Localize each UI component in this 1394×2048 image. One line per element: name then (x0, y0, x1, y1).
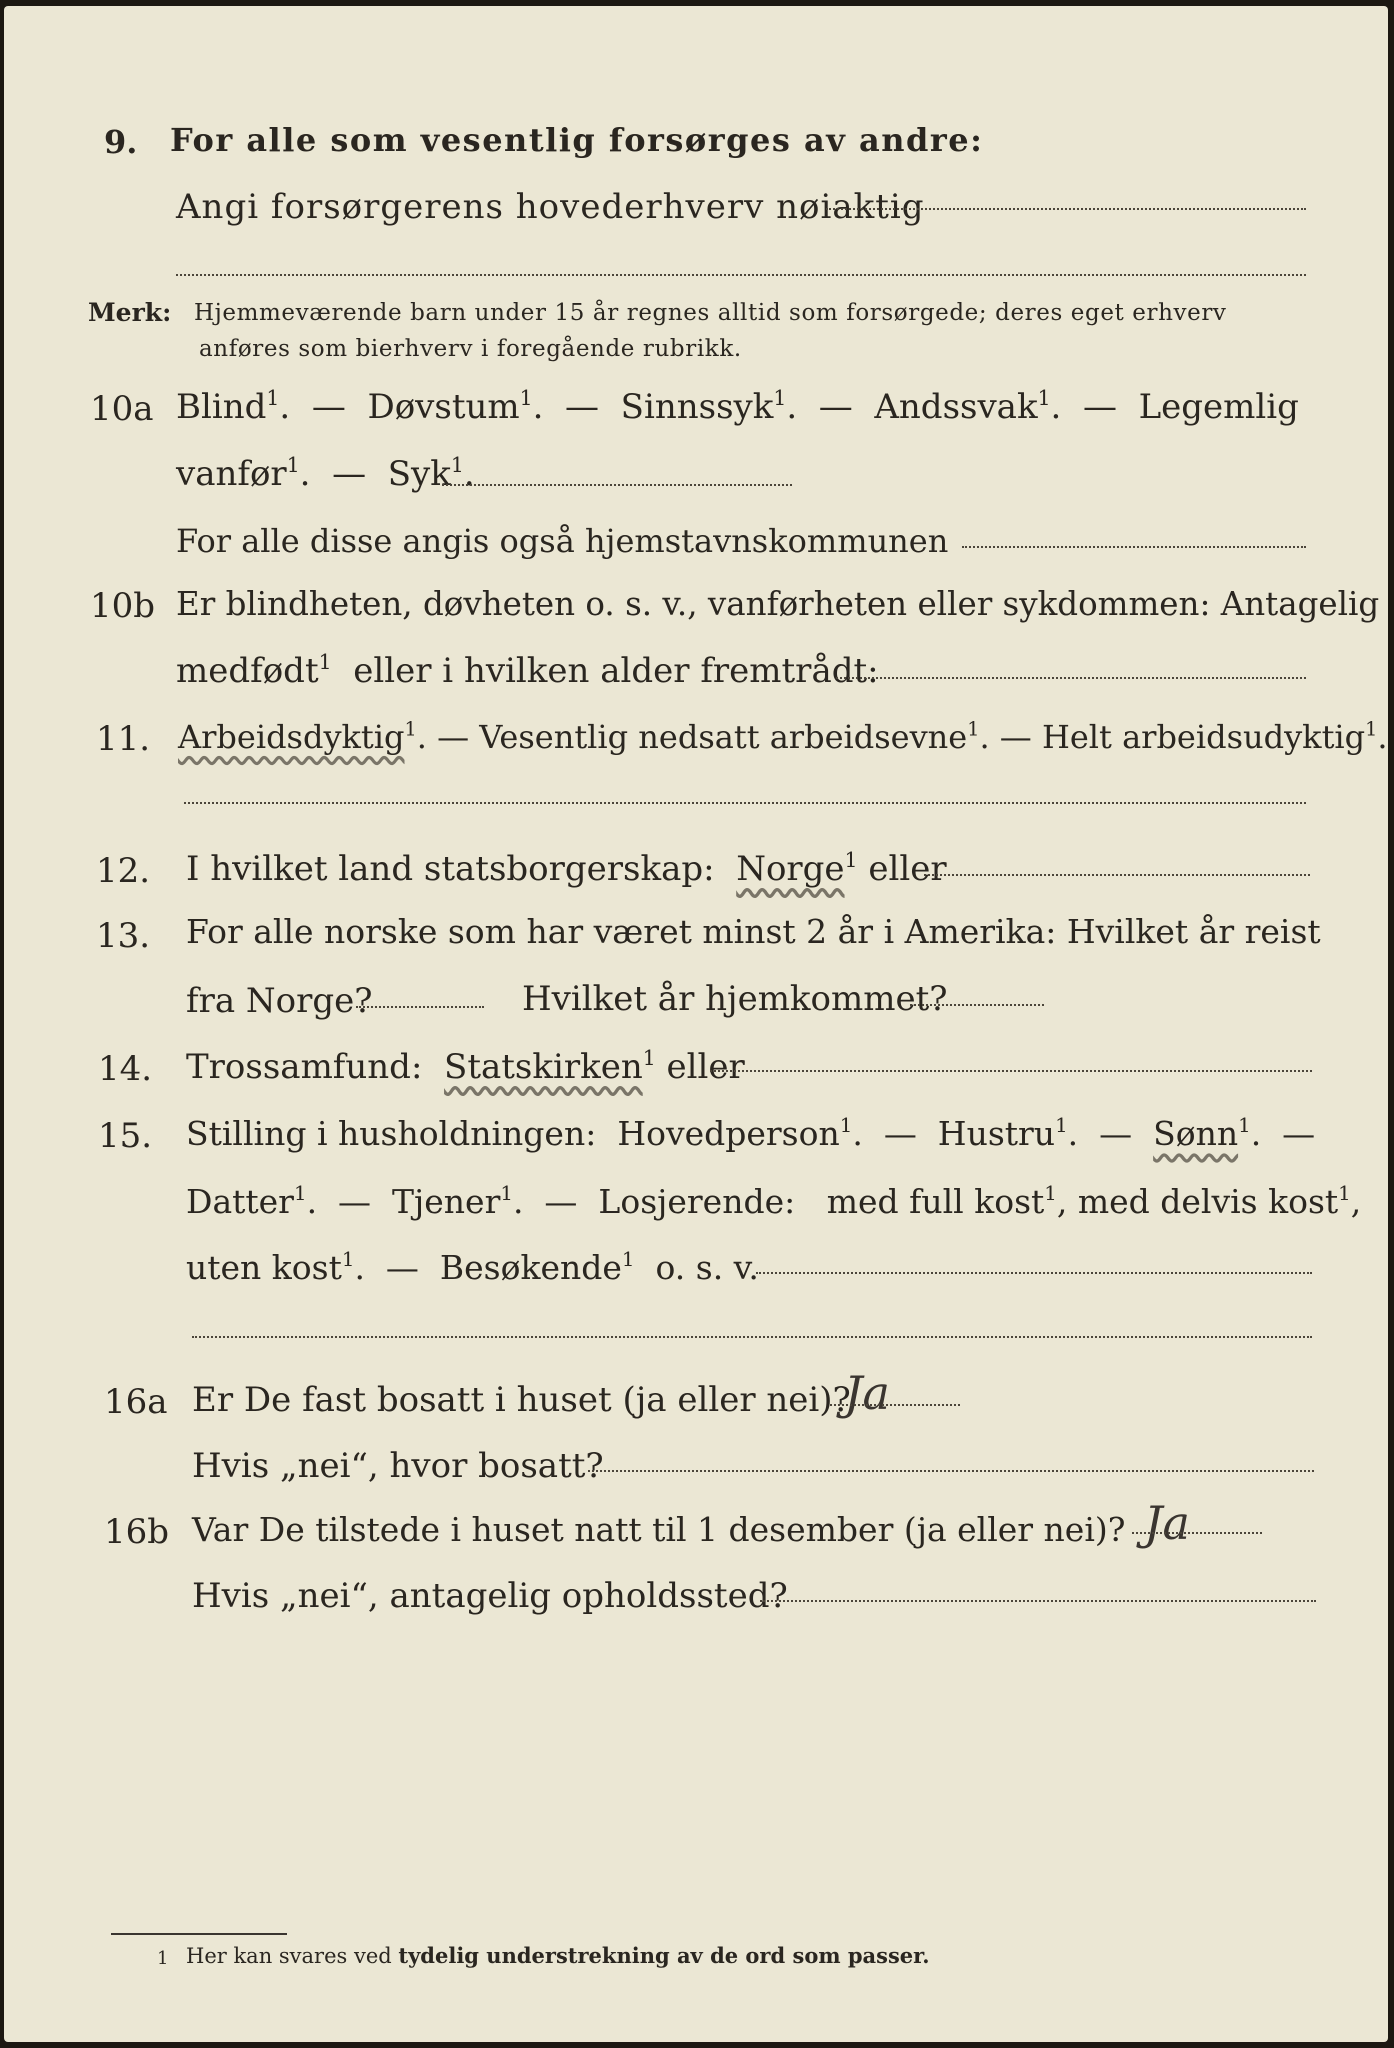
q15-number: 15. (98, 1116, 153, 1156)
q9-prompt: Angi forsørgerens hovederhverv nøiaktig (176, 187, 925, 227)
q16a-handwritten-answer[interactable]: Ja (844, 1366, 890, 1420)
q9-answer-line-2[interactable] (176, 274, 1306, 276)
option-dovstum[interactable]: Døvstum (367, 387, 520, 427)
q10a-answer-line[interactable] (442, 484, 792, 486)
q13-hjemkommet-label: Hvilket år hjemkommet? (522, 979, 948, 1019)
q12-number: 12. (96, 851, 151, 891)
q16a-number: 16a (104, 1382, 168, 1422)
option-tjener[interactable]: Tjener (392, 1182, 501, 1221)
option-uten-kost[interactable]: uten kost (186, 1248, 342, 1287)
merk-label: Merk: (88, 298, 172, 327)
q10b-number: 10b (90, 586, 156, 626)
q16b-opholdssted-line[interactable] (760, 1600, 1316, 1602)
q10a-line-1: Blind$^1$. — Døvstum$^1$. — Sinnssyk$^1$. — Andssvak$^1$. — Legemlig (176, 385, 1299, 427)
q9-answer-line[interactable] (826, 208, 1306, 210)
option-blind[interactable]: Blind (176, 387, 267, 427)
q13-line-1: For alle norske som har været minst 2 år i Amerika: Hvilket år reist (186, 912, 1321, 951)
q15-line-2: Datter$^1$. — Tjener$^1$. — Losjerende: med full kost$^1$, med delvis kost$^1$, (186, 1182, 1362, 1221)
q11-line: Arbeidsdyktig$^1$. — Vesentlig nedsatt arbeidsevne$^1$. — Helt arbeidsudyktig$^1$. (178, 717, 1388, 756)
option-andssvak[interactable]: Andssvak (874, 387, 1038, 427)
q12-line: I hvilket land statsborgerskap: Norge$^1$ eller (186, 847, 947, 889)
q9-heading: For alle som vesentlig forsørges av andre: (170, 121, 984, 159)
q15-line-1: Stilling i husholdningen: Hovedperson$^1$. — Hustru$^1$. — Sønn$^1$. — (186, 1114, 1316, 1153)
q16b-handwritten-answer[interactable]: Ja (1144, 1496, 1190, 1550)
q10a-hjemstavn-line[interactable] (962, 546, 1306, 548)
q10a-line-3: For alle disse angis også hjemstavnskommunen (176, 522, 949, 560)
option-statskirken[interactable]: Statskirken (444, 1047, 643, 1087)
option-vesentlig-nedsatt[interactable]: Vesentlig nedsatt arbeidsevne (479, 718, 968, 756)
option-med-full-kost[interactable]: med full kost (826, 1182, 1045, 1221)
option-arbeidsdyktig[interactable]: Arbeidsdyktig (178, 718, 405, 756)
q13-fra-norge-line[interactable] (356, 1006, 484, 1008)
option-norge[interactable]: Norge (736, 849, 845, 889)
footnote-text: Her kan svares ved tydelig understrekning av de ord som passer. (186, 1943, 930, 1968)
option-sonn[interactable]: Sønn (1153, 1114, 1239, 1153)
q16a-answer-line[interactable] (830, 1404, 960, 1406)
q14-answer-line[interactable] (710, 1070, 1312, 1072)
q11-answer-line[interactable] (184, 802, 1306, 804)
option-legemlig[interactable]: Legemlig (1138, 387, 1299, 427)
footnote-mark: 1 (157, 1948, 169, 1969)
option-syk[interactable]: Syk (387, 454, 451, 494)
option-hustru[interactable]: Hustru (937, 1114, 1056, 1153)
q9-number: 9. (104, 123, 138, 161)
q13-hjemkommet-line[interactable] (910, 1004, 1044, 1006)
option-hovedperson[interactable]: Hovedperson (617, 1114, 840, 1153)
q15-answer-line-2[interactable] (192, 1336, 1312, 1338)
q11-number: 11. (96, 719, 151, 759)
option-med-delvis-kost[interactable]: med delvis kost (1077, 1182, 1339, 1221)
q10b-line-2-rest: eller i hvilken alder fremtrådt: (353, 651, 879, 691)
q16b-line-1: Var De tilstede i huset natt til 1 desember (ja eller nei)? (192, 1510, 1126, 1549)
q14-number: 14. (98, 1049, 153, 1089)
option-helt-arbeidsudyktig[interactable]: Helt arbeidsudyktig (1041, 718, 1366, 756)
q16a-line-2: Hvis „nei“, hvor bosatt? (192, 1446, 604, 1486)
q10a-number: 10a (90, 389, 154, 429)
q13-fra-norge-label: fra Norge? (186, 981, 373, 1021)
q10a-line-2: vanfør$^1$. — Syk$^1$. (176, 452, 475, 494)
option-datter[interactable]: Datter (186, 1182, 294, 1221)
q15-line-3: uten kost$^1$. — Besøkende$^1$ o. s. v. (186, 1248, 759, 1287)
q16a-line-1: Er De fast bosatt i huset (ja eller nei)? (192, 1380, 851, 1420)
merk-line-2: anføres som bierhverv i foregående rubrikk. (199, 336, 742, 362)
footnote-rule (111, 1933, 287, 1935)
q16b-answer-line[interactable] (1132, 1532, 1262, 1534)
q14-line: Trossamfund: Statskirken$^1$ eller (186, 1045, 745, 1087)
q16b-line-2: Hvis „nei“, antagelig opholdssted? (192, 1576, 788, 1616)
merk-line-1: Hjemmeværende barn under 15 år regnes alltid som forsørgede; deres eget erhverv (194, 300, 1227, 326)
q16a-bosatt-line[interactable] (588, 1470, 1314, 1472)
option-besokende[interactable]: Besøkende (439, 1248, 622, 1287)
option-vanfor[interactable]: vanfør (176, 454, 287, 494)
census-form-page (4, 6, 1388, 2042)
q12-answer-line[interactable] (924, 874, 1310, 876)
q10b-line-2: medfødt$^1$ eller i hvilken alder fremtrådt: (176, 649, 879, 691)
q16b-number: 16b (104, 1512, 170, 1552)
q15-answer-line[interactable] (756, 1272, 1312, 1274)
option-sinnssyk[interactable]: Sinnssyk (620, 387, 774, 427)
q13-number: 13. (96, 916, 151, 956)
q10b-answer-line[interactable] (836, 677, 1306, 679)
q10b-line-1: Er blindheten, døvheten o. s. v., vanførheten eller sykdommen: Antagelig (176, 585, 1380, 623)
option-medfodt[interactable]: medfødt (176, 651, 319, 691)
